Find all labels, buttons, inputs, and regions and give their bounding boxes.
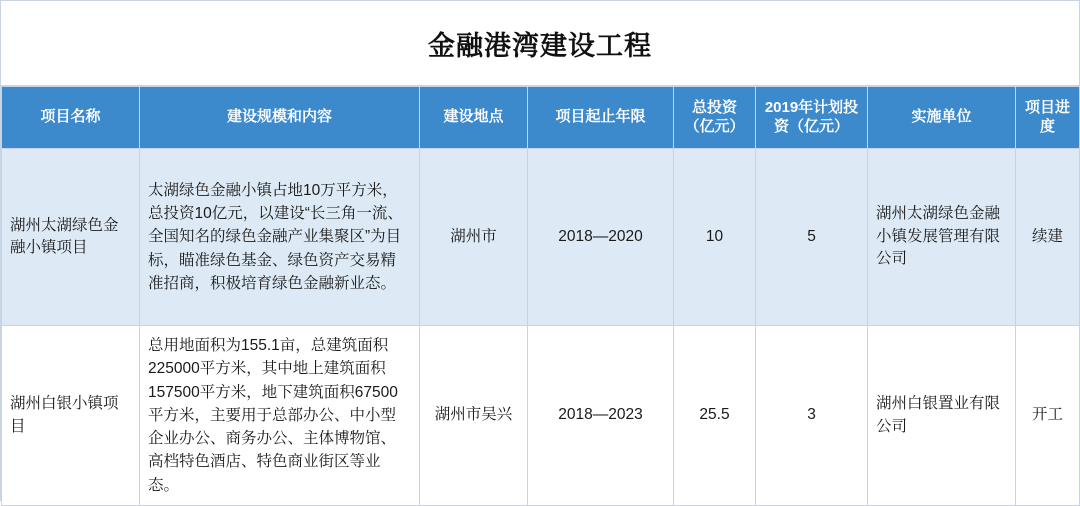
- cell-project-name: 湖州太湖绿色金融小镇项目: [2, 149, 140, 326]
- page-title: 金融港湾建设工程: [428, 30, 652, 61]
- cell-implementing-unit: 湖州白银置业有限公司: [868, 326, 1016, 506]
- cell-planned-investment: 3: [756, 326, 868, 506]
- table-row: [2, 149, 1080, 326]
- cell-progress: 续建: [1016, 149, 1080, 326]
- cell-scope-content: 太湖绿色金融小镇占地10万平方米，总投资10亿元，以建设“长三角一流、全国知名的绿色金融产业集聚区”为目标，瞄准绿色基金、绿色资产交易精准招商，积极培育绿色金融新业态。: [140, 149, 420, 326]
- column-header-progress: 项目进度: [1016, 87, 1080, 149]
- column-header-plan: 2019年计划投资（亿元）: [756, 87, 868, 149]
- cell-period: 2018—2023: [528, 326, 674, 506]
- cell-project-name: 湖州白银小镇项目: [2, 326, 140, 506]
- cell-location: 湖州市: [420, 149, 528, 326]
- cell-implementing-unit: 湖州太湖绿色金融小镇发展管理有限公司: [868, 149, 1016, 326]
- table-header-row: [2, 87, 1080, 149]
- cell-period: 2018—2020: [528, 149, 674, 326]
- cell-scope-content: 总用地面积为155.1亩，总建筑面积225000平方米，其中地上建筑面积157500平方米，地下建筑面积67500平方米，主要用于总部办公、中小型企业办公、商务办公、主体博物馆、高档特色酒店、特色商业街区等业态。: [140, 326, 420, 506]
- cell-location: 湖州市吴兴: [420, 326, 528, 506]
- table-header: [2, 87, 1080, 149]
- column-header-place: 建设地点: [420, 87, 528, 149]
- document-title-bar: [1, 1, 1079, 86]
- column-header-total: 总投资（亿元）: [674, 87, 756, 149]
- table-body: [2, 149, 1080, 506]
- column-header-content: 建设规模和内容: [140, 87, 420, 149]
- project-table: [1, 86, 1080, 506]
- table-row: [2, 326, 1080, 506]
- cell-progress: 开工: [1016, 326, 1080, 506]
- cell-total-investment: 25.5: [674, 326, 756, 506]
- column-header-unit: 实施单位: [868, 87, 1016, 149]
- cell-total-investment: 10: [674, 149, 756, 326]
- cell-planned-investment: 5: [756, 149, 868, 326]
- column-header-period: 项目起止年限: [528, 87, 674, 149]
- column-header-name: 项目名称: [2, 87, 140, 149]
